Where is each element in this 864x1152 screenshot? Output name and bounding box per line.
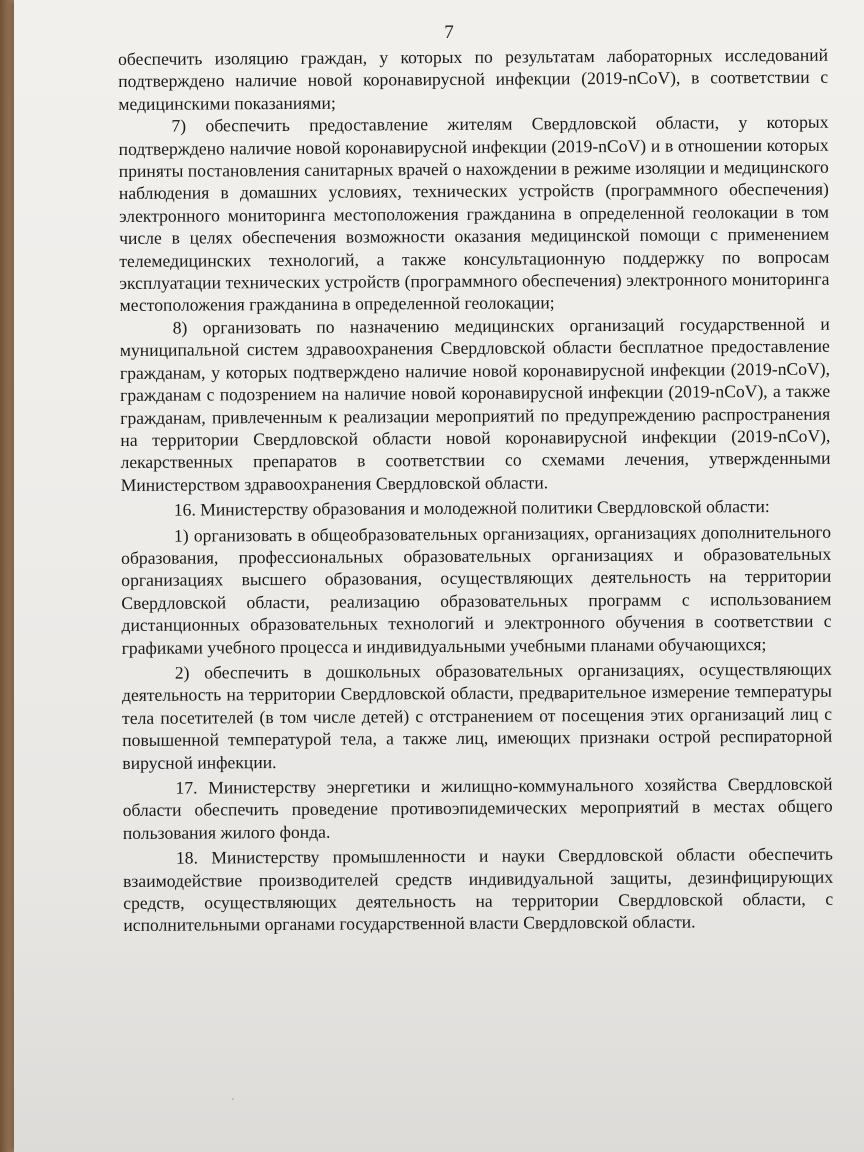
paragraph-section-16-item-2: 2) обеспечить в дошкольных образовательных организациях, осуществляющих деятельность на территории Свердловской области, предварительное измерение температуры тела посетителей (в том числе детей) с отстранением от посещения этих организаций лиц с повышенной температурой тела, а также лиц, имеющих признаки острой респираторной вирусной инфекции. (121, 658, 833, 773)
page-number: 7 (444, 22, 454, 43)
paragraph-section-17: 17. Министерству энергетики и жилищно-коммунального хозяйства Свердловской области обеспечить проведение противоэпидемических мероприятий в местах общего пользования жилого фонда. (122, 773, 833, 843)
document-page (14, 0, 864, 1152)
document-body (118, 44, 833, 937)
paragraph-section-16-item-1: 1) организовать в общеобразовательных организациях, организациях дополнительного образования, профессиональных образовательных организациях и образовательных организациях высшего образования, осуществляющих деятельность на территории Свердловской области, реализацию образовательных программ с использованием дистанционных образовательных технологий и электронного обучения в соответствии с графиками учебного процесса и индивидуальными учебными планами обучающихся; (121, 521, 832, 658)
paragraph-section-18: 18. Министерству промышленности и науки Свердловской области обеспечить взаимодействие производителей средств индивидуальной защиты, дезинфицирующих средств, осуществляющих деятельность на территории Свердловской области, с исполнительными органами государственной власти Свердловской области. (123, 843, 834, 936)
paragraph-section-16: 16. Министерству образования и молодежной политики Свердловской области: (173, 496, 770, 520)
paragraph-continuation: обеспечить изоляцию граждан, у которых по результатам лабораторных исследований подтверждено наличие новой коронавирусной инфекции (2019-nCoV), в соответствии с медицинскими показаниями; (118, 44, 829, 114)
paragraph-item-8: 8) организовать по назначению медицинских организаций государственной и муниципальной систем здравоохранения Свердловской области бесплатное предоставление гражданам, у которых подтверждено наличие новой коронавирусной инфекции (2019-nCoV), гражданам с подозрением на наличие новой коронавирусной инфекции (2019-nCoV), а также гражданам, привлеченным к реализации мероприятий по предупреждению распространения на территории Свердловской области новой коронавирусной инфекции (2019-nCoV), лекарственных препаратов в соответствии со схемами лечения, утвержденными Министерством здравоохранения Свердловской области. (119, 313, 831, 495)
paper-speck (232, 1098, 234, 1100)
paragraph-item-7: 7) обеспечить предоставление жителям Свердловской области, у которых подтверждено наличие новой коронавирусной инфекции (2019-nCoV) и в отношении которых приняты постановления санитарных врачей о нахождении в режиме изоляции и медицинского наблюдения в домашних условиях, технических устройств (программного обеспечения) электронного мониторинга местоположения гражданина в определенной геолокации в том числе в целях обеспечения возможности оказания медицинской помощи с применением телемедицинских технологий, а также консультационную поддержку по вопросам эксплуатации технических устройств (программного обеспечения) электронного мониторинга местоположения гражданина в определенной геолокации; (118, 111, 830, 316)
